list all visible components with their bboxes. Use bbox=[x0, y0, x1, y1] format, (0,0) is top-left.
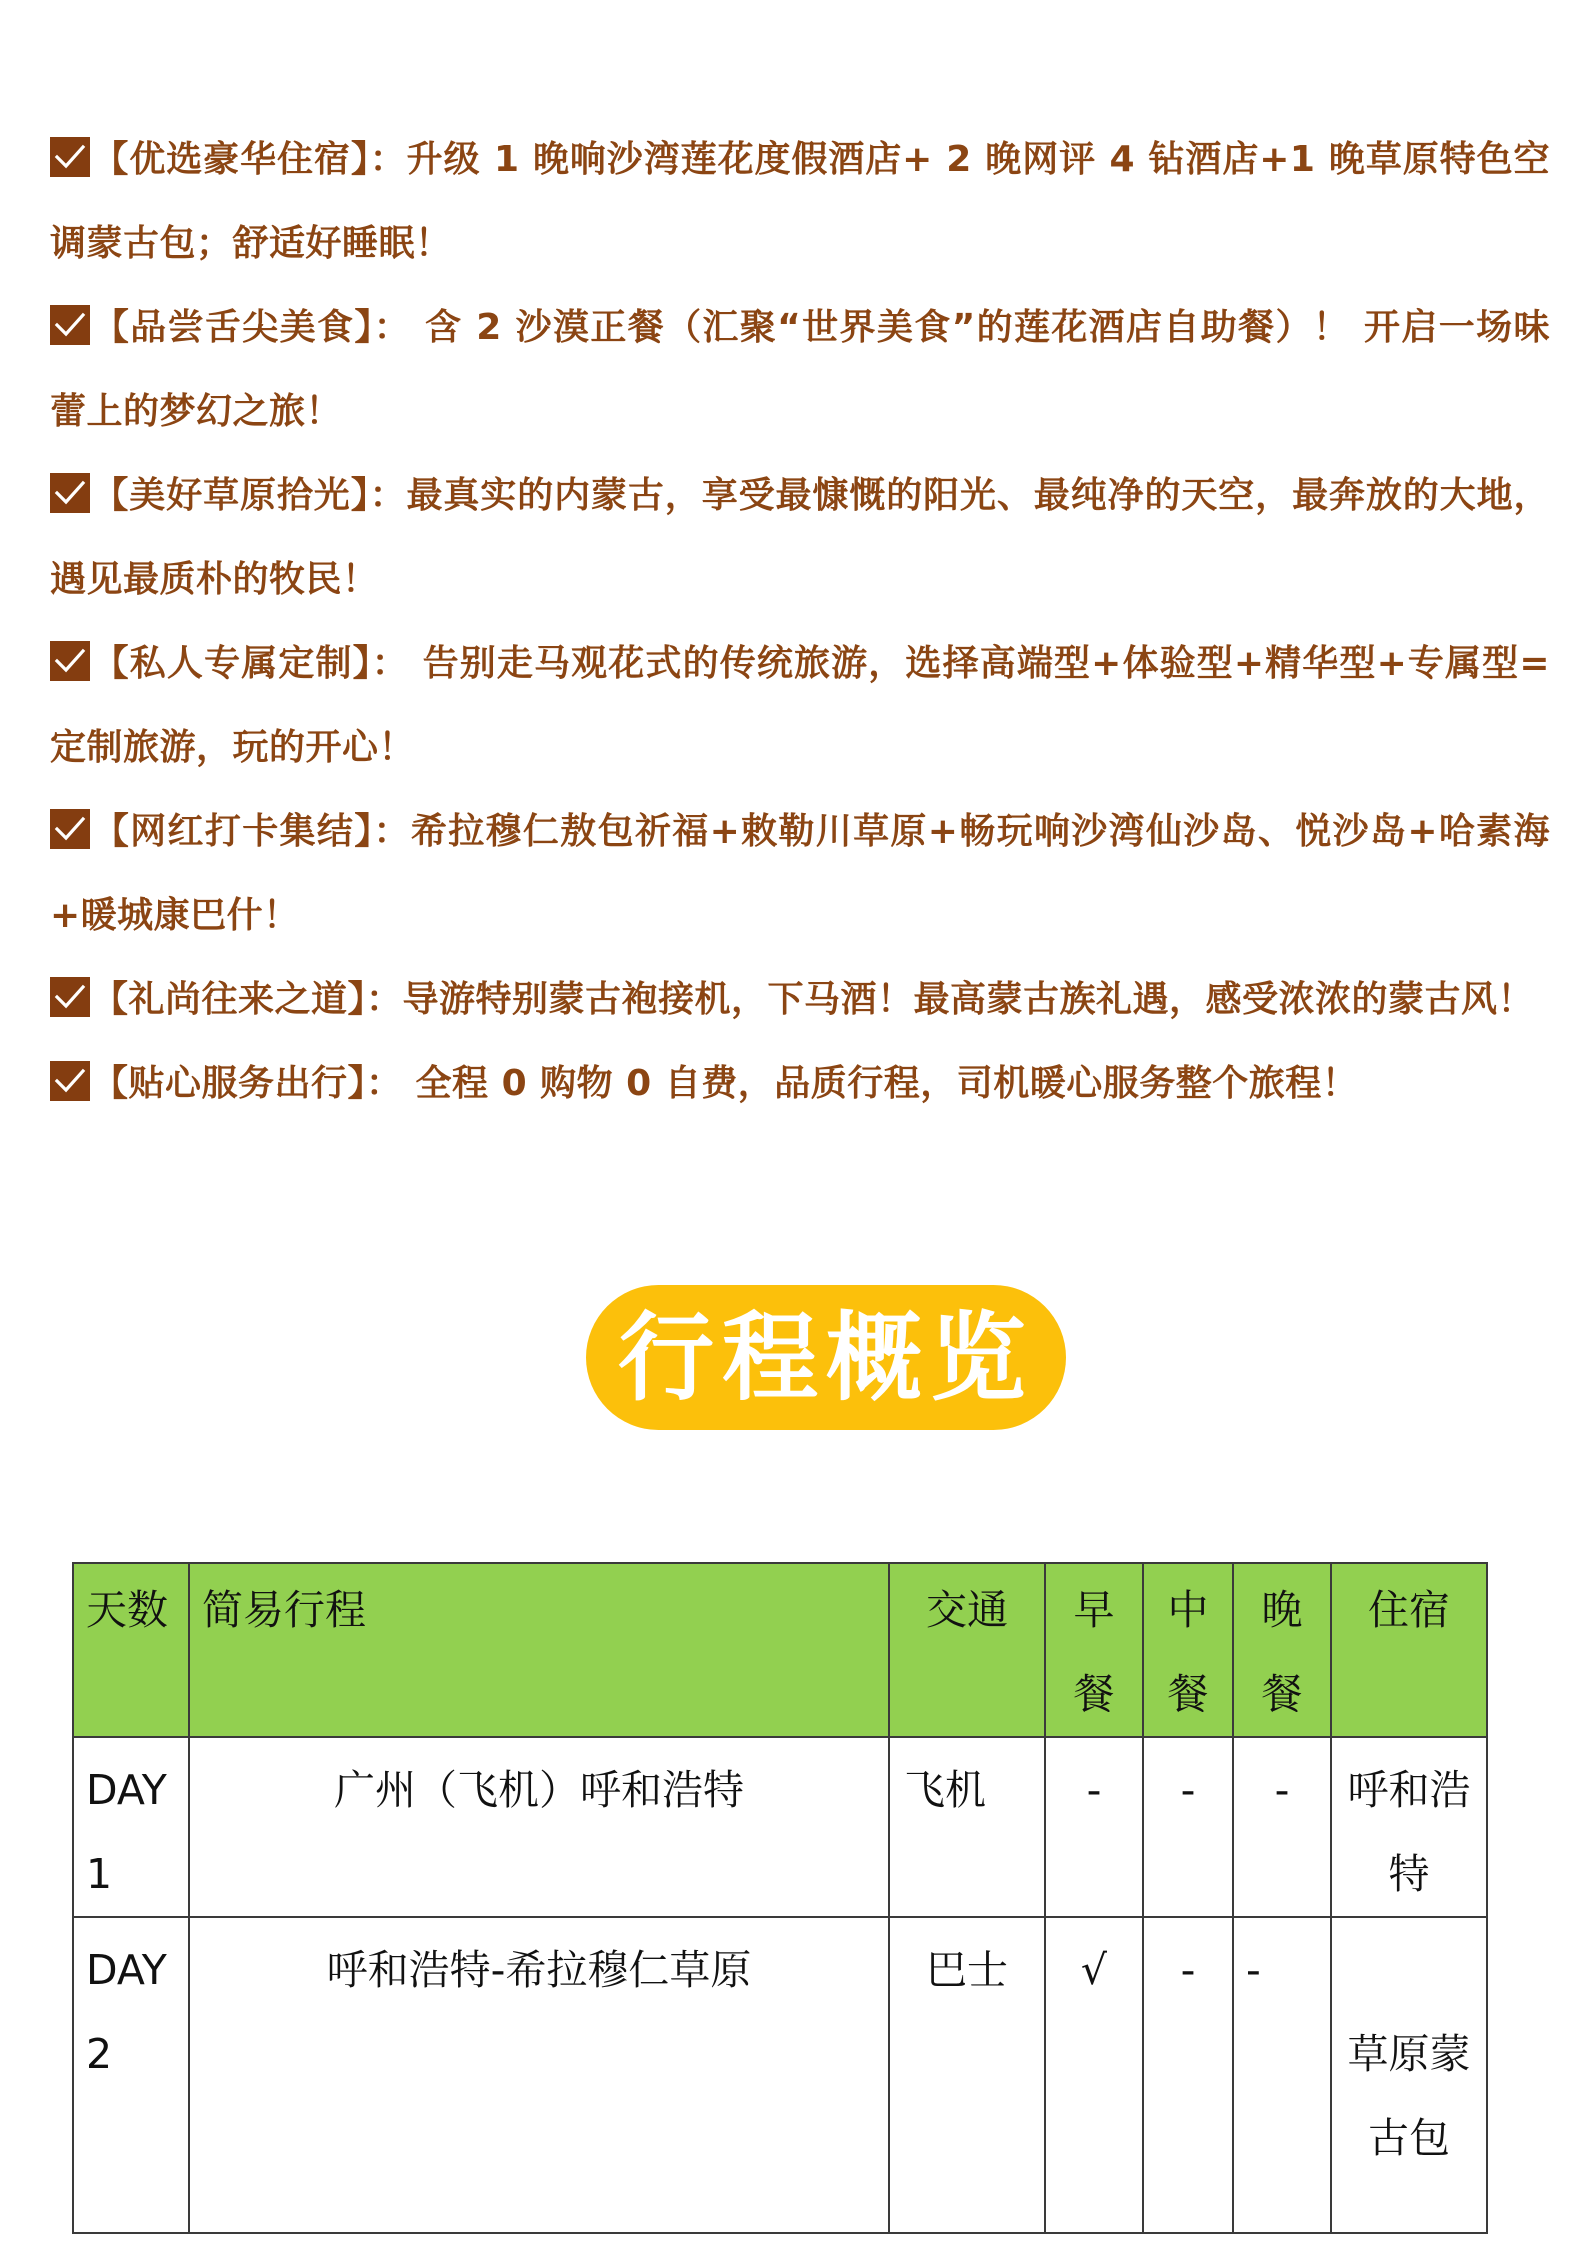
header-day: 天数 bbox=[73, 1563, 189, 1737]
feature-item bbox=[50, 790, 1550, 958]
header-transport: 交通 bbox=[889, 1563, 1045, 1737]
checkbox-checked-icon bbox=[50, 977, 90, 1017]
feature-text: 【优选豪华住宿】：升级 1 晚响沙湾莲花度假酒店+ 2 晚网评 4 钻酒店+1 晚草原特色空调蒙古包；舒适好睡眠！ bbox=[50, 139, 1550, 264]
table-row bbox=[73, 1737, 1487, 1917]
feature-text: 【网红打卡集结】：希拉穆仁敖包祈福+敕勒川草原+畅玩响沙湾仙沙岛、悦沙岛+哈素海+暖城康巴什！ bbox=[50, 811, 1550, 936]
header-breakfast: 早餐 bbox=[1045, 1563, 1143, 1737]
header-dinner: 晚餐 bbox=[1233, 1563, 1331, 1737]
feature-item bbox=[50, 286, 1550, 454]
checkbox-checked-icon bbox=[50, 137, 90, 177]
cell-day: DAY1 bbox=[73, 1737, 189, 1917]
header-hotel: 住宿 bbox=[1331, 1563, 1487, 1737]
checkbox-checked-icon bbox=[50, 305, 90, 345]
cell-transport: 巴士 bbox=[889, 1917, 1045, 2233]
cell-dinner: - bbox=[1233, 1737, 1331, 1917]
feature-text: 【美好草原拾光】：最真实的内蒙古，享受最慷慨的阳光、最纯净的天空，最奔放的大地，遇见最质朴的牧民！ bbox=[50, 475, 1550, 600]
table-row bbox=[73, 1917, 1487, 2233]
feature-item bbox=[50, 118, 1550, 286]
checkbox-checked-icon bbox=[50, 473, 90, 513]
cell-transport: 飞机 bbox=[889, 1737, 1045, 1917]
cell-route: 广州（飞机）呼和浩特 bbox=[189, 1737, 889, 1917]
feature-item bbox=[50, 622, 1550, 790]
feature-item bbox=[50, 454, 1550, 622]
header-lunch: 中餐 bbox=[1143, 1563, 1233, 1737]
feature-item bbox=[50, 958, 1550, 1042]
cell-hotel: 呼和浩特 bbox=[1331, 1737, 1487, 1917]
section-title-badge bbox=[586, 1285, 1066, 1430]
cell-lunch: - bbox=[1143, 1917, 1233, 2233]
cell-lunch: - bbox=[1143, 1737, 1233, 1917]
cell-dinner: - bbox=[1233, 1917, 1331, 2233]
checkbox-checked-icon bbox=[50, 641, 90, 681]
cell-hotel: 草原蒙古包 bbox=[1331, 1917, 1487, 2233]
feature-text: 【礼尚往来之道】：导游特别蒙古袍接机，下马酒！最高蒙古族礼遇，感受浓浓的蒙古风！ bbox=[92, 979, 1535, 1020]
feature-text: 【品尝舌尖美食】： 含 2 沙漠正餐（汇聚“世界美食”的莲花酒店自助餐）！ 开启一场味蕾上的梦幻之旅！ bbox=[50, 307, 1550, 432]
cell-day: DAY2 bbox=[73, 1917, 189, 2233]
itinerary-table bbox=[72, 1562, 1488, 2234]
table-header-row bbox=[73, 1563, 1487, 1737]
checkbox-checked-icon bbox=[50, 809, 90, 849]
cell-breakfast: √ bbox=[1045, 1917, 1143, 2233]
feature-list bbox=[50, 118, 1550, 1126]
cell-route: 呼和浩特-希拉穆仁草原 bbox=[189, 1917, 889, 2233]
checkbox-checked-icon bbox=[50, 1061, 90, 1101]
header-route: 简易行程 bbox=[189, 1563, 889, 1737]
section-title: 行程概览 bbox=[618, 1300, 1034, 1414]
feature-text: 【贴心服务出行】： 全程 0 购物 0 自费，品质行程，司机暖心服务整个旅程！ bbox=[92, 1063, 1359, 1104]
feature-text: 【私人专属定制】： 告别走马观花式的传统旅游，选择高端型+体验型+精华型+专属型=定制旅游，玩的开心！ bbox=[50, 643, 1550, 768]
cell-breakfast: - bbox=[1045, 1737, 1143, 1917]
feature-item bbox=[50, 1042, 1550, 1126]
